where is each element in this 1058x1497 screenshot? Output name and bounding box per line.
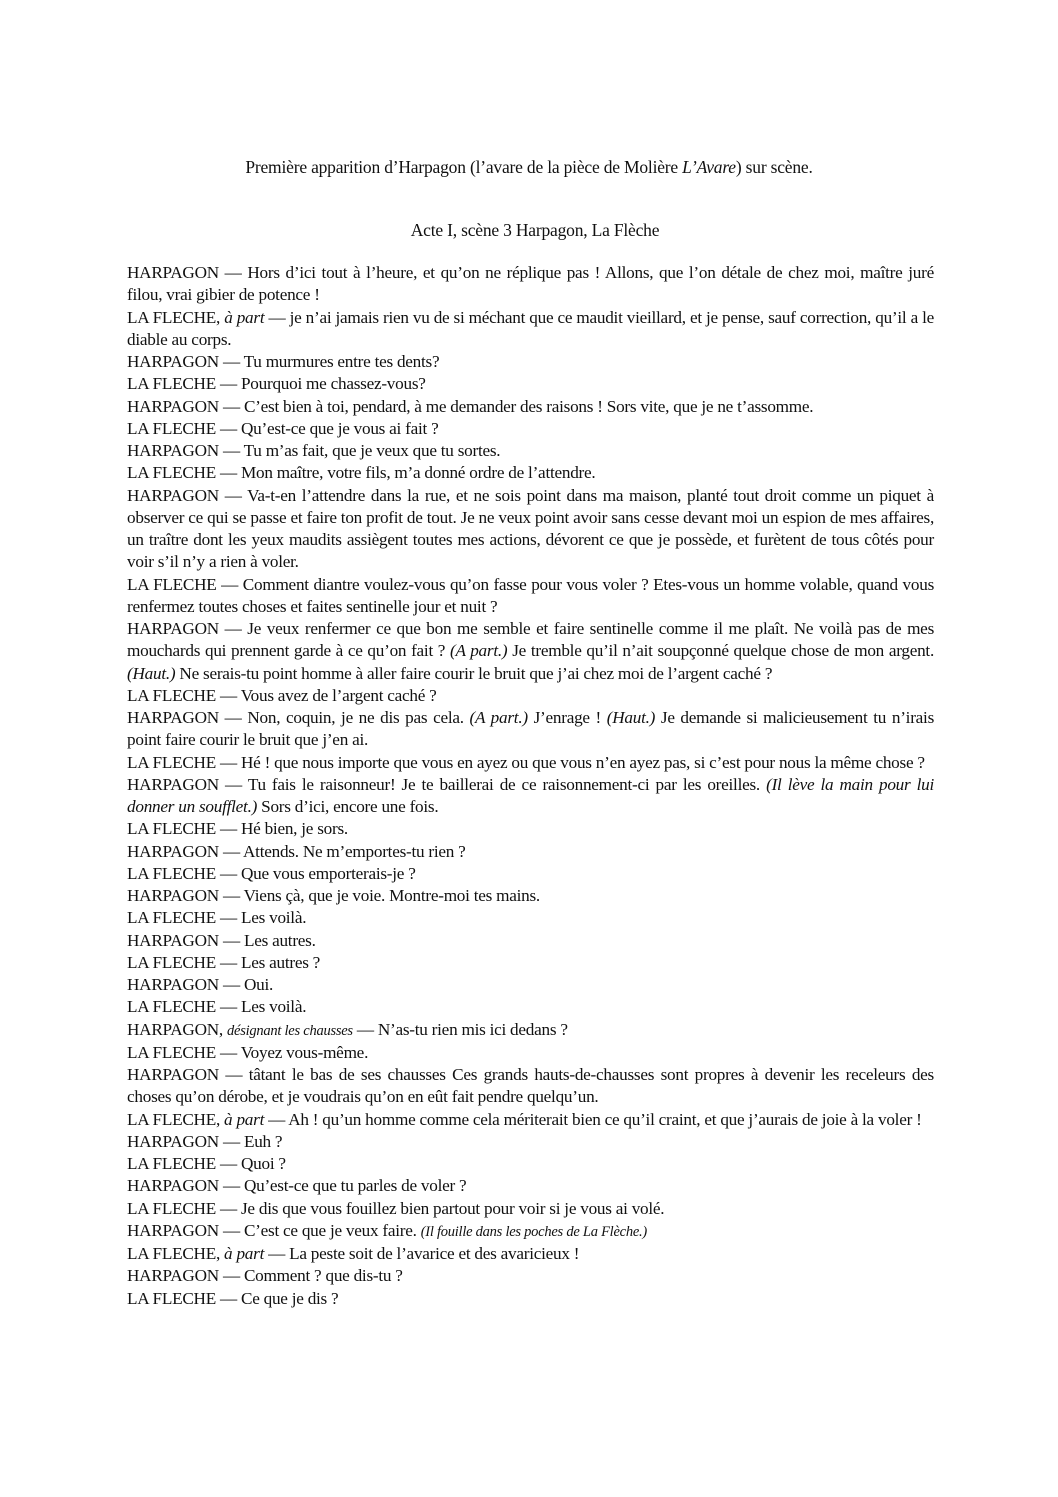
speech-text: Ce que je dis ?: [240, 1288, 339, 1308]
dash: —: [218, 352, 244, 371]
dialogue-line: [127, 1064, 934, 1109]
speech-text: N’as-tu rien mis ici dedans ?: [377, 1019, 568, 1039]
speaker-name: HARPAGON: [127, 1176, 219, 1196]
dash: —: [264, 307, 290, 327]
speaker-name: LA FLECHE: [127, 863, 216, 883]
speech-text: La peste soit de l’avarice et des avaricieux !: [289, 1244, 580, 1263]
speech-text: Non, coquin, je ne dis pas cela.: [247, 708, 470, 727]
dialogue-line: [127, 707, 934, 752]
speech-text: Je tremble qu’il n’ait soupçonné quelque chose de mon argent.: [507, 641, 935, 661]
dash: —: [218, 1220, 244, 1240]
speaker-name: HARPAGON: [127, 886, 219, 905]
speaker-name: HARPAGON: [127, 774, 219, 794]
dialogue-line: LA FLECHE, à part — Ah ! qu’un homme comme cela mériterait bien ce qu’il craint, et que j’aurais de joie à la voler !: [127, 1109, 922, 1129]
dialogue-line: [127, 774, 934, 819]
speech-text: Tu murmures entre tes dents?: [243, 352, 440, 371]
speech-text: C’est ce que je veux faire.: [243, 1220, 421, 1240]
speaker-name: HARPAGON: [127, 485, 219, 505]
dash: —: [215, 819, 241, 839]
dialogue-line: [127, 863, 934, 885]
speech-text: Pourquoi me chassez-vous?: [240, 374, 426, 394]
speech-text: Ne serais-tu point homme à aller faire courir le bruit que j’ai chez moi de l’argent caché ?: [175, 663, 773, 683]
dash: —: [218, 1266, 244, 1286]
dash: —: [218, 485, 248, 505]
dash: —: [215, 685, 241, 705]
dash: —: [218, 774, 248, 794]
speech-text: Va-t-en l’attendre dans la rue, et ne sois point dans ma maison, planté tout droit comme un piquet à observer ce qui se passe et faire ton profit de tout. Je ne veux point avoir sans cesse devant moi un espion de mes affaires, un traître dont les yeux maudits assiègent toutes mes actions, dévorent ce que je possède, et furètent de tous côtés pour voir s’il n’y a rien à voler.: [127, 485, 934, 572]
speech-text: Hé bien, je sors.: [240, 819, 348, 839]
speaker-name: HARPAGON: [127, 708, 219, 727]
speaker-name: HARPAGON: [127, 930, 219, 950]
speech-text: Vous avez de l’argent caché ?: [240, 685, 437, 705]
title-text-after: ) sur scène.: [735, 157, 813, 177]
speaker-name: HARPAGON: [127, 975, 219, 994]
dialogue-line: LA FLECHE, à part — La peste soit de l’avarice et des avaricieux !: [127, 1244, 580, 1263]
speaker-name: LA FLECHE: [127, 997, 216, 1017]
dialogue-line: [127, 685, 934, 707]
speech-text: Oui.: [243, 975, 274, 994]
dialogue-line: [127, 373, 934, 395]
speech-text: Tu fais le raisonneur! Je te baillerai de ce raisonnement-ci par les oreilles.: [247, 774, 767, 794]
speaker-name: HARPAGON: [127, 1131, 219, 1151]
speaker-name: LA FLECHE: [127, 1244, 216, 1263]
speaker-name: LA FLECHE: [127, 1154, 216, 1173]
speech-text: Sors d’ici, encore une fois.: [257, 797, 439, 816]
title-work-name: L’Avare: [682, 157, 736, 177]
dash: —: [218, 930, 244, 950]
dash: —: [215, 374, 241, 394]
stage-direction: (A part.): [469, 708, 528, 727]
speaker-name: LA FLECHE: [127, 1288, 216, 1308]
dash: —: [218, 396, 244, 416]
speaker-name: HARPAGON: [127, 619, 219, 638]
dialogue-line: HARPAGON, désignant les chausses — N’as-tu rien mis ici dedans ?: [127, 1019, 568, 1039]
speaker-name: HARPAGON: [127, 263, 219, 282]
speech-text: Les voilà.: [240, 997, 307, 1017]
speech-text: J’enrage !: [527, 708, 607, 727]
dash: —: [264, 1244, 290, 1263]
dialogue-line: [127, 574, 934, 619]
speech-text: Attends. Ne m’emportes-tu rien ?: [243, 841, 466, 861]
speech-text: Je dis que vous fouillez bien partout pour voir si je vous ai volé.: [240, 1198, 665, 1218]
dash: —: [218, 708, 248, 727]
dash: —: [218, 1131, 244, 1151]
speaker-name: HARPAGON: [127, 396, 219, 416]
dialogue-line: [127, 996, 934, 1018]
speech-text: Quoi ?: [240, 1154, 286, 1173]
speaker-name: HARPAGON: [127, 1065, 219, 1084]
speaker-name: LA FLECHE: [127, 307, 217, 327]
speaker-name: HARPAGON: [127, 352, 219, 371]
speech-text: Les autres.: [243, 930, 316, 950]
dialogue-line: [127, 818, 934, 840]
speaker-name: LA FLECHE: [127, 685, 216, 705]
title-text-before: Première apparition d’Harpagon (l’avare de la pièce de Molière: [245, 157, 683, 177]
dialogue-line: [127, 396, 934, 418]
scene-heading: Acte I, scène 3 Harpagon, La Flèche: [410, 220, 660, 240]
speech-text: C’est bien à toi, pendard, à me demander des raisons ! Sors vite, que je ne t’assomme.: [243, 396, 814, 416]
dash: —: [215, 1198, 241, 1218]
dialogue-line: [127, 462, 934, 484]
speaker-name: LA FLECHE: [127, 952, 216, 972]
dash: —: [215, 418, 241, 438]
speech-text: Mon maître, votre fils, m’a donné ordre de l’attendre.: [240, 463, 596, 483]
dash: —: [218, 441, 244, 460]
speech-text: Je demande si malicieusement tu n’irais point faire courir le bruit que j’en ai.: [127, 708, 935, 750]
dialogue-line: [127, 262, 934, 307]
speaker-name: LA FLECHE: [127, 1198, 216, 1218]
dash: —: [215, 952, 241, 972]
stage-aside: désignant les chausses: [227, 1022, 353, 1039]
speaker-name: LA FLECHE: [127, 1109, 216, 1129]
dash: —: [215, 463, 241, 483]
dash: —: [218, 1065, 249, 1084]
dash: —: [215, 908, 241, 928]
stage-direction: (Il lève la main pour lui donner un soufflet.): [127, 774, 934, 816]
speech-text: Que vous emporterais-je ?: [240, 863, 416, 883]
dialogue-line: [127, 1220, 934, 1243]
document-title: [0, 156, 1058, 178]
speaker-name: HARPAGON: [127, 841, 219, 861]
speech-text: Tu m’as fait, que je veux que tu sortes.: [243, 441, 501, 460]
stage-aside: à part: [224, 1244, 265, 1263]
speaker-name: HARPAGON: [127, 1266, 219, 1286]
dialogue-line: [127, 952, 934, 974]
dialogue-line: [127, 1131, 934, 1153]
dash: —: [218, 886, 244, 905]
dialogue-line: [127, 618, 934, 685]
dash: —: [215, 1042, 241, 1062]
dialogue-line: [127, 440, 934, 462]
dialogue-line: [127, 1042, 934, 1064]
stage-direction: (A part.): [449, 641, 508, 661]
speech-text: Qu’est-ce que je vous ai fait ?: [240, 418, 439, 438]
speaker-name: LA FLECHE: [127, 819, 216, 839]
dash: —: [218, 1176, 244, 1196]
speech-text: Les voilà.: [240, 908, 307, 928]
speech-text: Qu’est-ce que tu parles de voler ?: [243, 1176, 467, 1196]
speaker-name: LA FLECHE: [127, 908, 216, 928]
stage-direction: (Haut.): [127, 663, 176, 683]
dialogue-line: [127, 1198, 934, 1220]
dialogue-line: [127, 1265, 934, 1287]
speech-text: Ah ! qu’un homme comme cela mériterait bien ce qu’il craint, et que j’aurais de joie à la voler !: [288, 1109, 922, 1129]
speaker-name: HARPAGON: [127, 441, 219, 460]
dash: —: [215, 752, 241, 772]
dash: —: [218, 619, 248, 638]
dialogue-line: [127, 1153, 934, 1175]
stage-direction: (Il fouille dans les poches de La Flèche.): [420, 1223, 647, 1240]
stage-direction: (Haut.): [606, 708, 656, 727]
stage-aside: à part: [224, 1109, 265, 1129]
speech-text: Les autres ?: [240, 952, 321, 972]
speaker-name: HARPAGON: [127, 1019, 219, 1039]
speech-text: Hors d’ici tout à l’heure, et qu’on ne réplique pas ! Allons, que l’on détale de chez moi, maître juré filou, vrai gibier de potence !: [127, 263, 934, 305]
dialogue-line: LA FLECHE, à part — je n’ai jamais rien vu de si méchant que ce maudit vieillard, et je pense, sauf correction, qu’il a le diable au corps.: [127, 307, 934, 349]
dash: —: [215, 1288, 241, 1308]
dialogue-line: [127, 485, 934, 574]
dash: —: [215, 997, 241, 1017]
dialogue-line: [127, 841, 934, 863]
dialogue-line: [127, 930, 934, 952]
speech-text: Voyez vous-même.: [240, 1042, 369, 1062]
dash: —: [215, 1154, 241, 1173]
speaker-name: LA FLECHE: [127, 574, 217, 594]
speech-text: Viens çà, que je voie. Montre-moi tes mains.: [243, 886, 540, 905]
dialogue-line: [127, 752, 934, 774]
dialogue-line: [127, 418, 934, 440]
speaker-name: LA FLECHE: [127, 374, 216, 394]
dash: —: [352, 1019, 378, 1039]
speech-text: Hé ! que nous importe que vous en ayez ou que vous n’en ayez pas, si c’est pour nous la même chose ?: [240, 752, 925, 772]
dialogue-line: [127, 974, 934, 996]
dialogue-line: [127, 351, 934, 373]
speech-text: tâtant le bas de ses chausses Ces grands hauts-de-chausses sont propres à devenir les receleurs des choses qu’on dérobe, et je voudrais qu’on en eût fait pendre quelqu’un.: [127, 1065, 934, 1107]
stage-aside: à part: [224, 307, 265, 327]
speech-text: Euh ?: [243, 1131, 283, 1151]
speaker-name: LA FLECHE: [127, 752, 216, 772]
speaker-name: LA FLECHE: [127, 418, 216, 438]
dash: —: [216, 574, 243, 594]
dialogue-line: [127, 1175, 934, 1197]
speech-text: Comment ? que dis-tu ?: [243, 1266, 403, 1286]
speech-text: Comment diantre voulez-vous qu’on fasse pour vous voler ? Etes-vous un homme volable, quand vous renfermez toutes choses et faites sentinelle jour et nuit ?: [127, 574, 935, 616]
speech-text: je n’ai jamais rien vu de si méchant que ce maudit vieillard, et je pense, sauf correction, qu’il a le diable au corps.: [127, 307, 934, 349]
dash: —: [218, 975, 244, 994]
speech-text: Je veux renfermer ce que bon me semble et faire sentinelle comme il me plaît. Ne voilà pas de mes mouchards qui prennent garde à ce qu’on fait ?: [127, 619, 935, 661]
dialogue-line: [127, 885, 934, 907]
dash: —: [218, 841, 244, 861]
speaker-name: LA FLECHE: [127, 1042, 216, 1062]
dialogue-line: [127, 907, 934, 929]
dash: —: [218, 263, 248, 282]
speaker-name: LA FLECHE: [127, 463, 216, 483]
dash: —: [215, 863, 241, 883]
dialogue-line: [127, 1288, 934, 1310]
dialogue-body: [127, 262, 934, 1310]
speaker-name: HARPAGON: [127, 1220, 219, 1240]
dash: —: [264, 1109, 289, 1129]
